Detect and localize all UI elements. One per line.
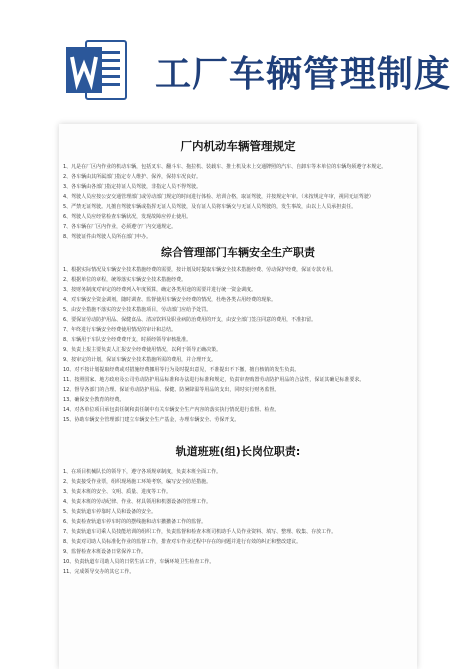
list-item: 7、各车辆在厂区内作业，必须遵守厂内交通规定。: [63, 224, 177, 230]
list-item: 12、督导各部门的合理、保证劳动防护用品、保健、防暑降温等用品的支出，同时实行财务监督。: [63, 387, 280, 393]
list-item: 9、监督检查本班设备日常保养工作。: [63, 549, 147, 556]
header-banner: [0, 0, 474, 118]
list-item: 6、负责检查轨道车停车时的的摆线施和动车撤撤备工作的监督。: [63, 519, 207, 526]
list-item: 8、负责对司助人员标准化作业的监督工作，排查对车作业过程中存在的问题并进行有效的纠正和整改建议。: [63, 539, 302, 546]
list-item: 7、负责轨道车司乘人员技能培训的组织工作，负责监督和检查本班司机助手人员作业资料、填写、整理、收集、存放工作。: [63, 529, 337, 536]
section-list-vehicle-rules: [63, 164, 413, 240]
list-item: 10、对不按计划提取经费或对措施经费挪用等行为及时提出意见，不准提出不下撤，擅自核销的发生负责。: [63, 367, 300, 373]
list-item: 5、负责轨道车停靠时人员和设备的安全。: [63, 509, 157, 516]
list-item: 1、根据实际情况及车辆安全技术措施经费的需要，按计划及时提取车辆安全技术措施经费、劳动保护经费，保证专款专用。: [63, 267, 337, 273]
list-item: 8、驾驶证件由驾驶人员所在部门申办。: [63, 234, 152, 240]
list-item: 2、各车辆由其所属部门指定专人维护、保养，保持车况良好。: [63, 174, 202, 180]
list-item: 11、完成领导交办的其它工作。: [63, 569, 135, 576]
list-item: 14、对各单位项目承包责任制和责任制中有关车辆安全生产内容的落实执行情况进行监督、检查。: [63, 407, 280, 413]
list-item: 11、按照国家、地方政府及公司劳动防护用品标准和办法进行标准和规定，负责审查购置劳动防护用品的合法性，保证其确足标准要求。: [63, 377, 365, 383]
list-item: 9、负责上报主要负责人汇报安全经费使用情况，以利于领导正确决策。: [63, 347, 222, 353]
section-title-team-leader-duties: 轨道班班(组)长岗位职责:: [175, 445, 301, 459]
list-item: 7、年终进行车辆安全经费使用情况的审计和总结。: [63, 327, 177, 333]
list-item: 3、按财务制度对审定的经费列入年度预算，确定各类用途的需要并进行统一资金调度。: [63, 287, 257, 293]
list-item: 6、驾驶人员应经常检查车辆状况，发现故障应停止使用。: [63, 214, 192, 220]
list-item: 3、各车辆由各部门指定持证人员驾驶，非指定人员不得驾驶。: [63, 184, 202, 190]
document-page: [59, 124, 417, 669]
list-item: 15、协助车辆安全管理部门建立车辆安全生产基金，办理车辆安全、劳保开支。: [63, 417, 240, 423]
list-item: 9、按审定的计划，保证车辆安全技术措施所需的费用，并合理开支。: [63, 357, 217, 363]
page-title: 工厂车辆管理制度: [155, 53, 452, 95]
list-item: 5、由安全措施不落实的安全技术措施项目，劳动部门应给予处罚。: [63, 307, 212, 313]
section-list-admin-duties: [63, 267, 413, 423]
list-item: 10、负责轨道车司助人员的日常生活工作，车辆环境卫生检查工作。: [63, 559, 215, 566]
list-item: 1、凡是在厂区内作业的机动车辆，包括叉车、翻斗车、拖拉机、装载车、推土机及未上交通牌照的汽车、自卸车等本单位的车辆均须遵守本规定。: [63, 164, 387, 170]
word-document-icon: [66, 37, 128, 103]
list-item: 4、驾驶人员应按公安交通管理部门或劳动部门规定的时间进行体检、培训合格，取证驾驶，并按规定年审。（未按规定年审，视同无证驾驶）: [63, 194, 374, 200]
list-item: 13、确保安全教育的经费。: [63, 397, 125, 403]
section-title-admin-duties: 综合管理部门车辆安全生产职责: [161, 246, 315, 259]
document-body: [63, 124, 413, 579]
list-item: 4、负责本班的劳动纪律、作业、材具领用和机器设备的管理工作。: [63, 499, 212, 506]
list-item: 1、在项目机械队长的领导下，遵守各项规章制度，负责本班全面工作。: [63, 469, 222, 476]
list-item: 5、严禁无证驾驶。凡擅自驾驶车辆或指挥无证人员驾驶，及有证人员将车辆交与无证人员驾驶的，发生事故，由以上人员承担责任。: [63, 204, 357, 210]
list-item: 8、车辆用于车队安全经费费开支，时须经领导审核批准。: [63, 337, 192, 343]
list-item: 3、负责本班的安全、文明、质量、进度等工作。: [63, 489, 172, 496]
list-item: 6、要保证劳动防护用品、保健食品、清凉饮料及职业病防治费用的开支，由安全部门签注同意的费用，不准扣留。: [63, 317, 317, 323]
list-item: 2、根据单位的章程，统筹落实车辆安全技术措施经费。: [63, 277, 187, 283]
section-list-team-leader-duties: [63, 469, 413, 575]
list-item: 2、负责接受作业票，组织现场施工环境考察，编写安全防范措施。: [63, 479, 212, 486]
section-title-vehicle-rules: 厂内机动车辆管理规定: [180, 139, 296, 153]
list-item: 4、对车辆安全资金调剂，随时调查、监督使用车辆安全经费的情况，杜绝各类占用经费的现象。: [63, 297, 277, 303]
